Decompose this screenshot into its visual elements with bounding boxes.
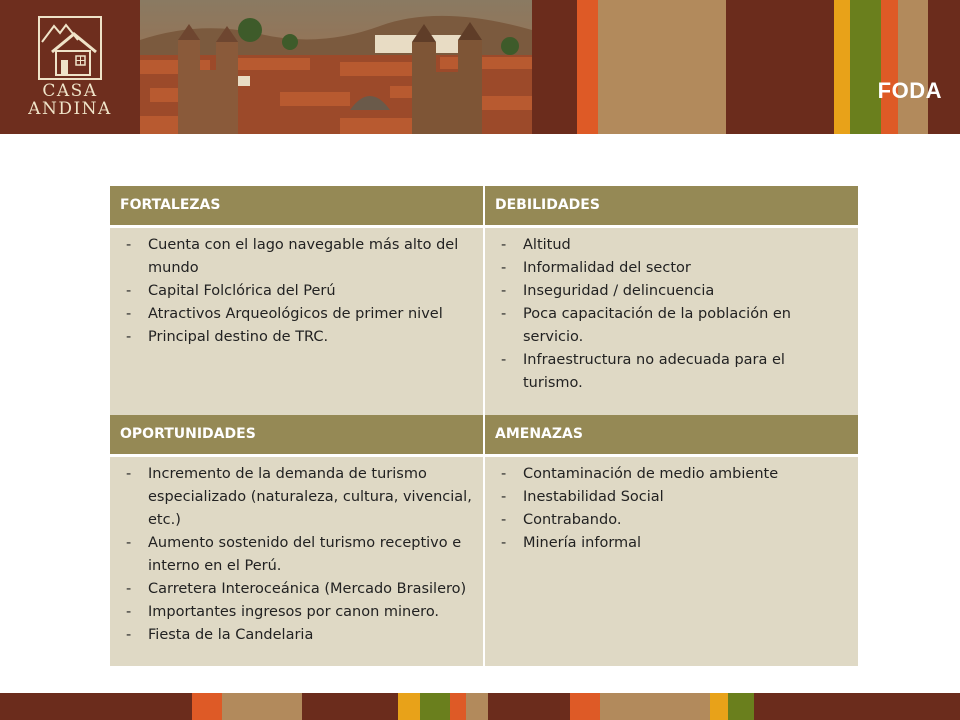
list-item: - Inseguridad / delincuencia: [501, 282, 715, 299]
footer-stripe-gold-1: [398, 693, 420, 720]
debilidades-header: DEBILIDADES: [484, 186, 858, 226]
footer-stripe-orange-3: [570, 693, 600, 720]
table-header-row: [110, 415, 858, 455]
footer-stripe-brown-4: [754, 693, 960, 720]
house-mountain-icon: [38, 16, 102, 80]
cusco-city-photo: [140, 0, 532, 134]
swot-table: [110, 186, 858, 666]
list-item: - Fiesta de la Candelaria: [126, 626, 314, 643]
stripe-tan-2: [898, 0, 928, 134]
list-item: - Importantes ingresos por canon minero.: [126, 603, 440, 620]
list-item: - Minería informal: [501, 534, 642, 551]
oportunidades-list: [118, 463, 473, 647]
list-item: - Contaminación de medio ambiente: [501, 465, 779, 482]
stripe-brown-1: [532, 0, 577, 134]
footer-stripe-orange-1: [192, 693, 222, 720]
footer-stripe-brown-2: [302, 693, 398, 720]
footer-stripe-tan-2: [466, 693, 488, 720]
footer-stripe-gold-2: [710, 693, 728, 720]
fortalezas-list: [118, 234, 473, 349]
list-item: - Carretera Interoceánica (Mercado Brasilero): [126, 580, 467, 597]
footer-stripe-olive-1: [420, 693, 450, 720]
brand-line-1: CASA: [42, 81, 98, 101]
table-header-row: [110, 186, 858, 226]
debilidades-list: [493, 234, 848, 395]
list-item: - Informalidad del sector: [501, 259, 691, 276]
stripe-orange-2: [881, 0, 898, 134]
footer-stripe-tan-3: [600, 693, 710, 720]
amenazas-header: AMENAZAS: [484, 415, 858, 455]
table-row: [110, 455, 858, 666]
list-item: - Capital Folclórica del Perú: [126, 282, 336, 299]
footer-stripe-brown-1: [0, 693, 192, 720]
stripe-brown-3: [928, 0, 960, 134]
list-item: - Inestabilidad Social: [501, 488, 664, 505]
slide-header: [0, 0, 960, 134]
stripe-olive-1: [850, 0, 881, 134]
debilidades-cell: [484, 226, 858, 415]
stripe-tan-1: [598, 0, 726, 134]
fortalezas-cell: [110, 226, 484, 415]
amenazas-cell: [484, 455, 858, 666]
footer-stripe-tan-1: [222, 693, 302, 720]
slide-footer: [0, 693, 960, 720]
fortalezas-header: FORTALEZAS: [110, 186, 484, 226]
list-item: - Principal destino de TRC.: [126, 328, 329, 345]
stripe-gold-1: [834, 0, 850, 134]
list-item: - Atractivos Arqueológicos de primer nivel: [126, 305, 443, 322]
list-item: - Cuenta con el lago navegable más alto del mundo: [126, 236, 459, 276]
slide-title: FODA: [877, 78, 942, 103]
list-item: - Altitud: [501, 236, 571, 253]
oportunidades-header: OPORTUNIDADES: [110, 415, 484, 455]
list-item: - Contrabando.: [501, 511, 622, 528]
casa-andina-logo: [0, 0, 140, 134]
brand-line-2: ANDINA: [28, 99, 112, 119]
table-row: [110, 226, 858, 415]
footer-stripe-olive-2: [728, 693, 754, 720]
stripe-orange-1: [577, 0, 598, 134]
list-item: - Poca capacitación de la población en servicio.: [501, 305, 791, 345]
stripe-brown-2: [726, 0, 834, 134]
list-item: - Incremento de la demanda de turismo especializado (naturaleza, cultura, vivencial, etc.): [126, 465, 472, 528]
footer-stripe-brown-3: [488, 693, 570, 720]
footer-stripe-orange-2: [450, 693, 466, 720]
list-item: - Infraestructura no adecuada para el turismo.: [501, 351, 785, 391]
list-item: - Aumento sostenido del turismo receptivo e interno en el Perú.: [126, 534, 462, 574]
amenazas-list: [493, 463, 848, 555]
oportunidades-cell: [110, 455, 484, 666]
